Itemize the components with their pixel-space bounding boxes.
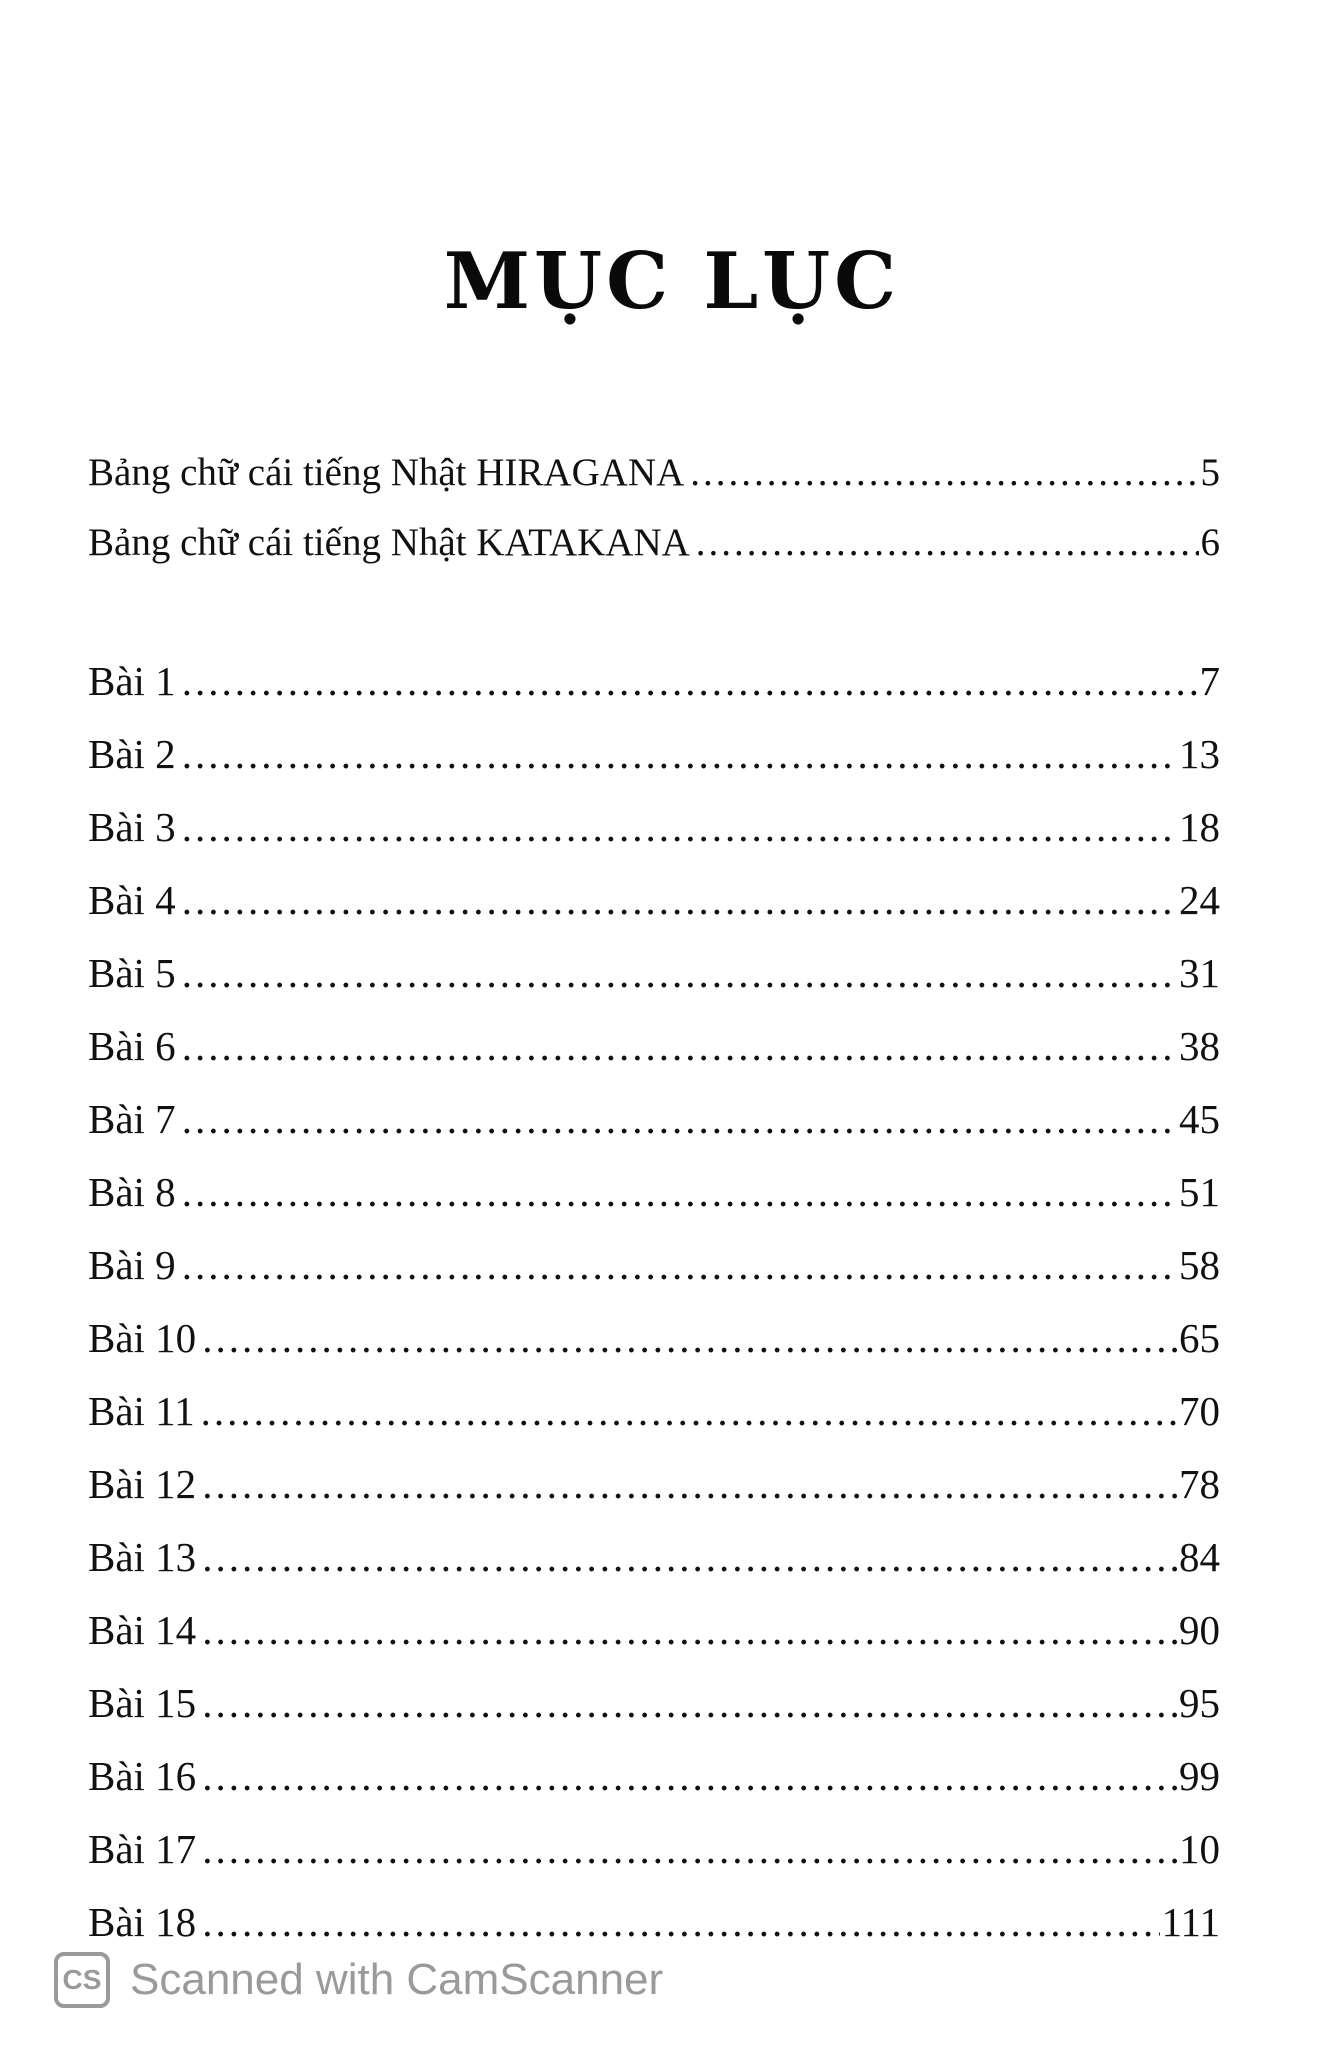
toc-entry-label: Bài 6	[88, 1023, 176, 1069]
dot-leader	[202, 1532, 1177, 1582]
toc-entry-label: Bài 3	[88, 804, 176, 850]
toc-entry-lesson	[88, 802, 1220, 852]
toc-entry-page: 38	[1179, 1023, 1220, 1069]
toc-entry-label: Bài 2	[88, 731, 176, 777]
watermark-text: Scanned with CamScanner	[130, 1955, 664, 2004]
toc-entry-page: 58	[1179, 1242, 1220, 1288]
dot-leader	[182, 1167, 1177, 1217]
toc-entry-label: Bảng chữ cái tiếng Nhật KATAKANA	[88, 521, 690, 564]
toc-entry-lesson	[88, 1751, 1220, 1801]
dot-leader	[202, 1824, 1177, 1874]
dot-leader	[690, 448, 1198, 498]
toc-entry-lesson	[88, 1240, 1220, 1290]
toc-entry-lesson	[88, 1532, 1220, 1582]
toc-entry-lesson	[88, 656, 1220, 706]
toc-entry-lesson	[88, 1824, 1220, 1874]
dot-leader	[182, 1021, 1177, 1071]
toc-entry-lesson	[88, 1386, 1220, 1436]
toc-entry-lesson	[88, 1167, 1220, 1217]
dot-leader	[182, 948, 1177, 998]
toc-entry-lesson	[88, 1094, 1220, 1144]
toc-entry-lesson	[88, 875, 1220, 925]
toc-entry-page: 90	[1179, 1607, 1220, 1653]
dot-leader	[202, 1678, 1177, 1728]
dot-leader	[202, 1751, 1177, 1801]
toc-entry-label: Bài 16	[88, 1753, 197, 1799]
toc-entry-label: Bài 13	[88, 1534, 197, 1580]
toc-entry-label: Bài 7	[88, 1096, 176, 1142]
toc-entry-page: 7	[1199, 658, 1220, 704]
toc-entry-label: Bài 12	[88, 1461, 197, 1507]
toc-entry-label: Bài 1	[88, 658, 176, 704]
dot-leader	[182, 1240, 1177, 1290]
dot-leader	[201, 1386, 1177, 1436]
toc-entry-label: Bài 5	[88, 950, 176, 996]
toc-entry-page: 70	[1179, 1388, 1220, 1434]
dot-leader	[202, 1459, 1177, 1509]
toc-entry-page: 45	[1179, 1096, 1220, 1142]
dot-leader	[202, 1605, 1177, 1655]
toc-entry-lesson	[88, 1313, 1220, 1363]
toc-entry-lesson	[88, 1897, 1220, 1947]
toc-entry-label: Bài 14	[88, 1607, 197, 1653]
toc-entry-label: Bảng chữ cái tiếng Nhật HIRAGANA	[88, 451, 685, 494]
dot-leader	[182, 1094, 1177, 1144]
toc-entry-page: 6	[1200, 521, 1220, 564]
toc-entry-label: Bài 15	[88, 1680, 197, 1726]
toc-entry-page: 99	[1179, 1753, 1220, 1799]
toc-entry-lesson	[88, 1021, 1220, 1071]
toc-entry-lesson	[88, 1605, 1220, 1655]
toc-entry-label: Bài 10	[88, 1315, 197, 1361]
toc-entry-page: 10	[1179, 1826, 1220, 1872]
dot-leader	[696, 518, 1199, 568]
dot-leader	[202, 1313, 1177, 1363]
dot-leader	[182, 875, 1177, 925]
toc-entry-page: 5	[1200, 451, 1220, 494]
toc-entry-page: 18	[1179, 804, 1220, 850]
page-title: MỤC LỤC	[443, 236, 901, 327]
camscanner-watermark	[54, 1952, 663, 2008]
toc-entry-lesson	[88, 1459, 1220, 1509]
toc-entry-page: 24	[1179, 877, 1220, 923]
toc-entry-label: Bài 9	[88, 1242, 176, 1288]
toc-entry-label: Bài 11	[88, 1388, 195, 1434]
dot-leader	[182, 802, 1177, 852]
toc-entry-page: 13	[1179, 731, 1220, 777]
toc-entry-label: Bài 4	[88, 877, 176, 923]
toc-entry-page: 78	[1179, 1461, 1220, 1507]
toc-entry-label: Bài 18	[88, 1899, 197, 1945]
toc-entry-page: 95	[1179, 1680, 1220, 1726]
toc-entry-label: Bài 17	[88, 1826, 197, 1872]
toc-entry-label: Bài 8	[88, 1169, 176, 1215]
camscanner-logo: CS	[54, 1952, 110, 2008]
toc-entry-page: 31	[1179, 950, 1220, 996]
toc-entry-page: 111	[1161, 1899, 1220, 1945]
toc-entry-lesson	[88, 948, 1220, 998]
dot-leader	[182, 656, 1198, 706]
toc-entry-hiragana	[88, 448, 1220, 498]
toc-entry-lesson	[88, 1678, 1220, 1728]
dot-leader	[202, 1897, 1159, 1947]
toc-entry-katakana	[88, 518, 1220, 568]
toc-entry-page: 65	[1179, 1315, 1220, 1361]
toc-entry-page: 51	[1179, 1169, 1220, 1215]
dot-leader	[182, 729, 1177, 779]
toc-entry-lesson	[88, 729, 1220, 779]
toc-entry-page: 84	[1179, 1534, 1220, 1580]
